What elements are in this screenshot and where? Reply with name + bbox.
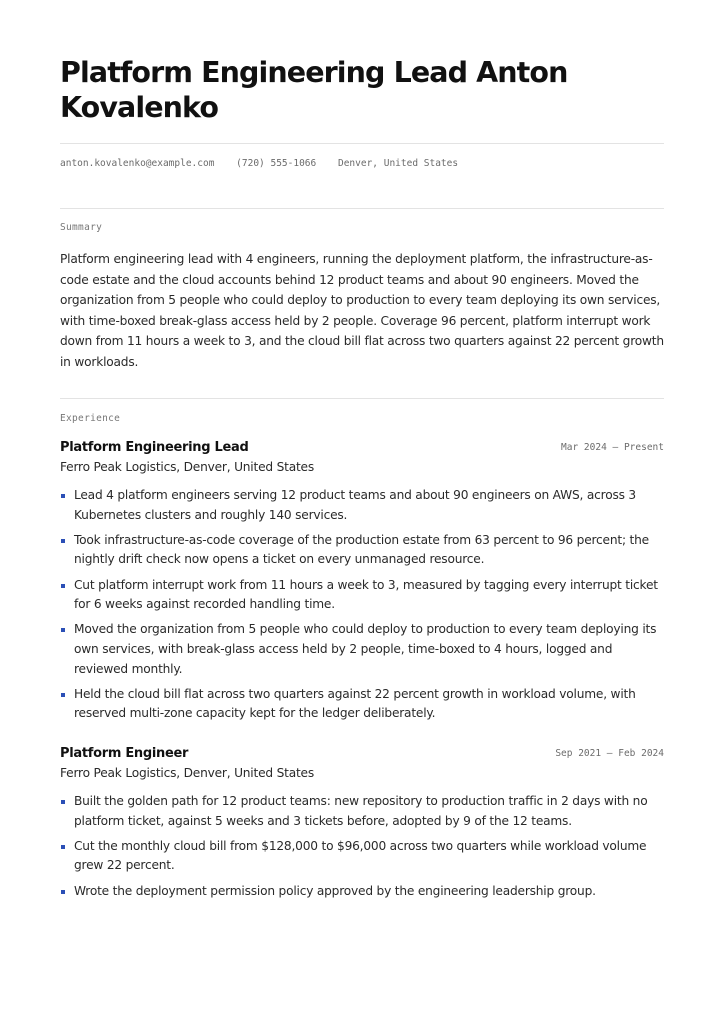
bullet-text: Cut platform interrupt work from 11 hours a week to 3, measured by tagging every interrupt ticket for 6 weeks against recorded handling time.: [74, 577, 658, 612]
bullet-text: Took infrastructure-as-code coverage of the production estate from 63 percent to 96 percent; the nightly drift check now opens a ticket on every unmanaged resource.: [74, 532, 649, 567]
bullet-text: Moved the organization from 5 people who could deploy to production to every team deploying its own services, with break-glass access held by 2 people, time-boxed to 4 hours, logged and reviewed monthly.: [74, 622, 657, 676]
list-item: [60, 531, 664, 570]
bullet-square-icon: [61, 890, 65, 894]
bullet-square-icon: [61, 539, 65, 543]
list-item: [60, 486, 664, 525]
job-dates: Sep 2021 — Feb 2024: [555, 748, 664, 759]
bullet-square-icon: [61, 494, 65, 498]
bullet-text: Built the golden path for 12 product teams: new repository to production traffic in 2 days with no platform ticket, against 5 weeks and 3 tickets before, adopted by 9 of the 12 teams.: [74, 794, 648, 828]
bullet-text: Wrote the deployment permission policy approved by the engineering leadership group.: [74, 883, 596, 898]
bullet-square-icon: [61, 845, 65, 849]
contact-phone[interactable]: (720) 555-1066: [236, 158, 317, 169]
bullet-text: Held the cloud bill flat across two quarters against 22 percent growth in workload volume, with reserved multi-zone capacity kept for the ledger deliberately.: [74, 686, 636, 721]
job-bullet-list: [60, 792, 664, 907]
bullet-square-icon: [61, 800, 65, 804]
job-title: Platform Engineer: [60, 746, 189, 761]
contact-line: [60, 158, 474, 169]
contact-email[interactable]: anton.kovalenko@example.com: [60, 158, 215, 169]
list-item: [60, 792, 664, 831]
list-item: [60, 620, 664, 679]
page-title: Platform Engineering Lead Anton Kovalenko: [60, 56, 568, 124]
bullet-text: Cut the monthly cloud bill from $128,000 to $96,000 across two quarters while workload volume grew 22 percent.: [74, 838, 647, 873]
bullet-square-icon: [61, 628, 65, 632]
bullet-square-icon: [61, 693, 65, 697]
list-item: [60, 837, 664, 876]
list-item: [60, 685, 664, 724]
list-item: [60, 576, 664, 615]
bullet-square-icon: [61, 584, 65, 588]
job-company: Ferro Peak Logistics, Denver, United States: [60, 766, 314, 780]
job-title: Platform Engineering Lead: [60, 440, 249, 455]
contact-divider: [60, 208, 664, 209]
experience-section-label: Experience: [60, 413, 121, 424]
summary-text: Platform engineering lead with 4 engineers, running the deployment platform, the infrastructure-as-code estate and the cloud accounts behind 12 product teams and about 90 engineers. Moved the organization from 5 people who could deploy to production to every team deploying its own services, with time-boxed break-glass access held by 2 people. Coverage 96 percent, platform interrupt work down from 11 hours a week to 3, and the cloud bill flat across two quarters against 22 percent growth in workloads.: [60, 252, 664, 369]
job-company: Ferro Peak Logistics, Denver, United States: [60, 460, 314, 474]
job-dates: Mar 2024 — Present: [561, 442, 664, 453]
list-item: [60, 882, 664, 902]
bullet-text: Lead 4 platform engineers serving 12 product teams and about 90 engineers on AWS, across 3 Kubernetes clusters and roughly 140 services.: [74, 488, 636, 522]
summary-divider: [60, 398, 664, 399]
job-bullet-list: [60, 486, 664, 730]
summary-section-label: Summary: [60, 222, 103, 233]
header-divider: [60, 143, 664, 144]
contact-location: Denver, United States: [337, 158, 459, 169]
